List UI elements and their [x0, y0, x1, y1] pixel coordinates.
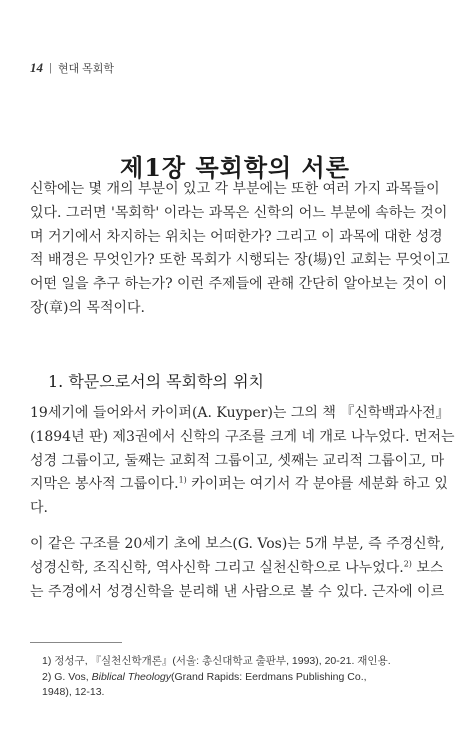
- footnote-marker: 2): [42, 670, 52, 683]
- intro-paragraph: [30, 178, 450, 321]
- text-line: 있다. 그러면 '목회학' 이라는 과목은 신학의 어느 부분에 속하는 것이: [30, 204, 448, 221]
- footnote-book-title: Biblical Theology: [91, 670, 172, 683]
- text-line: 장(章)의 목적이다.: [30, 299, 145, 316]
- footnote-text: (Grand Rapids: Eerdmans Publishing Co.,: [171, 670, 367, 683]
- body-paragraph-2: [30, 533, 444, 604]
- text-fragment: 보스: [411, 559, 444, 576]
- footnotes: [30, 654, 444, 701]
- footnote-text: G. Vos,: [54, 670, 92, 683]
- body-paragraph-1: [30, 402, 455, 521]
- footnote-1: [30, 654, 444, 670]
- footnote-text: 정성구, 『실천신학개론』(서울: 총신대학교 출판부, 1993), 20-21. 재인용.: [54, 655, 391, 667]
- text-line: [30, 557, 444, 581]
- text-line: 성경 그룹이고, 둘째는 교회적 그룹이고, 셋째는 교리적 그룹이고, 마: [30, 452, 445, 469]
- text-line: 며 거기에서 차지하는 위치는 어떠한가? 그리고 이 과목에 대한 성경: [30, 228, 443, 245]
- text-line: 19세기에 들어와서 카이퍼(A. Kuyper)는 그의 책 『신학백과사전』: [30, 405, 450, 421]
- text-fragment: 카이퍼는 여기서 각 분야를 세분화 하고 있: [186, 476, 448, 493]
- footnote-marker: 1): [42, 655, 52, 667]
- running-title: 현대 목회학: [57, 63, 115, 75]
- text-line: (1894년 판) 제3권에서 신학의 구조를 크게 네 개로 나누었다. 먼저는: [30, 428, 455, 445]
- text-fragment: 성경신학, 조직신학, 역사신학 그리고 실천신학으로 나누었다.: [30, 559, 404, 576]
- text-line: 는 주경에서 성경신학을 분리해 낸 사람으로 볼 수 있다. 근자에 이르: [30, 583, 445, 600]
- text-line: 다.: [30, 500, 48, 517]
- footnote-ref-2[interactable]: 2): [403, 559, 412, 569]
- header-separator: |: [49, 62, 52, 74]
- footnote-2: [30, 670, 444, 686]
- section-heading: 1. 학문으로서의 목회학의 위치: [48, 372, 264, 391]
- text-line: 신학에는 몇 개의 부분이 있고 각 부분에는 또한 여러 가지 과목들이: [30, 181, 440, 197]
- running-header: [30, 60, 114, 76]
- text-line: [30, 473, 448, 497]
- text-line: 이 같은 구조를 20세기 초에 보스(G. Vos)는 5개 부분, 즉 주경신학,: [30, 536, 445, 552]
- text-line: 적 배경은 무엇인가? 또한 목회가 시행되는 장(場)인 교회는 무엇이고: [30, 252, 450, 269]
- footnote-2-continued: 1948), 12-13.: [42, 686, 105, 698]
- footnote-divider: [30, 642, 122, 643]
- text-fragment: 지막은 봉사적 그룹이다.: [30, 476, 179, 493]
- footnote-ref-1[interactable]: 1): [178, 475, 187, 485]
- chapter-title: 제1장 목회학의 서론: [120, 153, 350, 182]
- page-number: 14: [30, 60, 43, 75]
- text-line: 어떤 일을 추구 하는가? 이런 주제들에 관해 간단히 알아보는 것이 이: [30, 276, 448, 293]
